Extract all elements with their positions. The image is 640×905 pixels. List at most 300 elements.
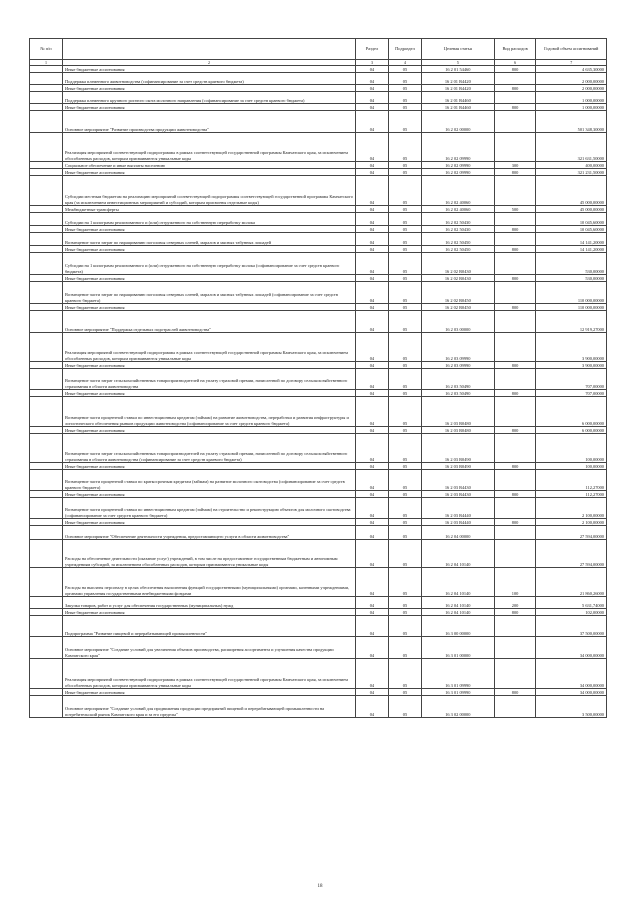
annual-amount: 34 000,00000 (536, 659, 607, 689)
table-body (30, 66, 607, 718)
row-number (30, 463, 63, 470)
column-number: 3 (355, 60, 388, 66)
razdel-code: 04 (355, 498, 388, 519)
expense-type-code: 800 (494, 519, 536, 526)
table-row (30, 434, 607, 463)
row-number (30, 362, 63, 369)
row-number (30, 470, 63, 491)
razdel-code: 04 (355, 176, 388, 206)
annual-amount: 3 900,00000 (536, 362, 607, 369)
podrazdel-code: 05 (388, 597, 421, 609)
podrazdel-code: 05 (388, 213, 421, 226)
target-article-code: 16 2 01 R4420 (421, 85, 494, 92)
annual-amount: 2 100,00000 (536, 519, 607, 526)
expense-type-code: 800 (494, 169, 536, 176)
expense-type-code: 800 (494, 463, 536, 470)
expense-name: Иные бюджетные ассигнования (63, 491, 356, 498)
table-row (30, 282, 607, 304)
expense-type-code: 800 (494, 246, 536, 253)
table-row (30, 390, 607, 397)
target-article-code: 16 2 02 50430 (421, 226, 494, 233)
row-number (30, 92, 63, 104)
expense-name: Иные бюджетные ассигнования (63, 427, 356, 434)
expense-type-code (494, 540, 536, 568)
podrazdel-code: 05 (388, 226, 421, 233)
expense-type-code: 100 (494, 568, 536, 597)
table-row (30, 246, 607, 253)
row-number (30, 498, 63, 519)
target-article-code: 16 2 03 50490 (421, 390, 494, 397)
annual-amount: 530,00000 (536, 253, 607, 275)
expense-type-code (494, 397, 536, 427)
table-row (30, 162, 607, 169)
target-article-code: 16 2 02 R0430 (421, 253, 494, 275)
table-row (30, 689, 607, 696)
target-article-code: 16 2 02 40060 (421, 206, 494, 213)
table-row (30, 397, 607, 427)
expense-name: Основное мероприятие "Создание условий для продвижения продукции предприятий пищевой и перерабатывающей промышленности на потребительский рынок Камчатского края и за его пределы" (63, 696, 356, 718)
column-number: 4 (388, 60, 421, 66)
table-row (30, 519, 607, 526)
row-number (30, 696, 63, 718)
target-article-code: 16 2 01 R4460 (421, 92, 494, 104)
razdel-code: 04 (355, 390, 388, 397)
podrazdel-code: 05 (388, 162, 421, 169)
row-number (30, 540, 63, 568)
annual-amount: 5 631,74000 (536, 597, 607, 609)
expense-type-code: 200 (494, 597, 536, 609)
podrazdel-code: 05 (388, 397, 421, 427)
razdel-code: 04 (355, 169, 388, 176)
target-article-code: 16 2 04 10140 (421, 597, 494, 609)
razdel-code: 04 (355, 85, 388, 92)
annual-amount: 110 000,00000 (536, 304, 607, 311)
table-row (30, 311, 607, 333)
expense-name: Субсидии на 1 килограмм реализованного и (или) отгруженного на собственную переработку молока (софинансирование за счет средств краевого бюджета) (63, 253, 356, 275)
razdel-code: 04 (355, 463, 388, 470)
table-row (30, 176, 607, 206)
podrazdel-code: 05 (388, 463, 421, 470)
podrazdel-code: 05 (388, 111, 421, 133)
table-row (30, 427, 607, 434)
expense-name: Основное мероприятие "Развитие производства продукции животноводства" (63, 111, 356, 133)
razdel-code: 04 (355, 226, 388, 233)
row-number (30, 333, 63, 362)
razdel-code: 04 (355, 609, 388, 616)
expense-name: Расходы на выплаты персоналу в целях обеспечения выполнения функций государственными (муниципальными) органами, казенными учреждениями, органами управления государственными внебюджетными фондами (63, 568, 356, 597)
expense-name: Иные бюджетные ассигнования (63, 104, 356, 111)
razdel-code: 04 (355, 616, 388, 637)
budget-table (29, 38, 607, 718)
target-article-code: 16 2 02 50450 (421, 246, 494, 253)
razdel-code: 04 (355, 689, 388, 696)
expense-type-code (494, 369, 536, 390)
podrazdel-code: 05 (388, 85, 421, 92)
annual-amount: 2 000,00000 (536, 73, 607, 85)
table-row (30, 362, 607, 369)
annual-amount: 707,00000 (536, 369, 607, 390)
row-number (30, 637, 63, 659)
target-article-code: 16 2 03 R4430 (421, 470, 494, 491)
annual-amount: 3 900,00000 (536, 333, 607, 362)
razdel-code: 04 (355, 362, 388, 369)
table-row (30, 568, 607, 597)
podrazdel-code: 05 (388, 390, 421, 397)
expense-name: Возмещение части затрат по наращиванию поголовья северных оленей, маралов и мясных табунных лошадей (софинансирование за счет средств краевого бюджета) (63, 282, 356, 304)
expense-type-code (494, 659, 536, 689)
expense-name: Поддержка племенного крупного рогатого скота молочного направления (софинансирование за счет средств краевого бюджета) (63, 92, 356, 104)
header-podrazdel: Подраздел (388, 39, 421, 60)
expense-type-code (494, 282, 536, 304)
table-row (30, 133, 607, 162)
expense-name: Расходы на обеспечение деятельности (оказание услуг) учреждений, в том числе на предоставление государственным бюджетным и автономным учреждениям субсидий, за исключением обособленных расходов, которым присваиваются уникальные коды (63, 540, 356, 568)
target-article-code: 16 3 01 09990 (421, 689, 494, 696)
razdel-code: 04 (355, 637, 388, 659)
row-number (30, 616, 63, 637)
razdel-code: 04 (355, 253, 388, 275)
column-number: 6 (494, 60, 536, 66)
razdel-code: 04 (355, 213, 388, 226)
razdel-code: 04 (355, 66, 388, 73)
target-article-code: 16 2 03 R0480 (421, 427, 494, 434)
expense-type-code (494, 637, 536, 659)
table-row (30, 463, 607, 470)
expense-type-code (494, 233, 536, 246)
table-row (30, 206, 607, 213)
podrazdel-code: 05 (388, 169, 421, 176)
expense-type-code (494, 696, 536, 718)
expense-name: Иные бюджетные ассигнования (63, 362, 356, 369)
row-number (30, 304, 63, 311)
expense-type-code: 800 (494, 104, 536, 111)
expense-type-code (494, 213, 536, 226)
razdel-code: 04 (355, 162, 388, 169)
podrazdel-code: 05 (388, 568, 421, 597)
annual-amount: 14 141,20000 (536, 233, 607, 246)
expense-name: Возмещение части процентной ставки по краткосрочным кредитам (займам) на развитие молочного скотоводства (софинансирование за счет средств краевого бюджета) (63, 470, 356, 491)
target-article-code: 16 2 03 09990 (421, 362, 494, 369)
annual-amount: 100,00000 (536, 434, 607, 463)
annual-amount: 530,00000 (536, 275, 607, 282)
expense-type-code (494, 470, 536, 491)
annual-amount: 37 500,00000 (536, 616, 607, 637)
row-number (30, 133, 63, 162)
razdel-code: 04 (355, 206, 388, 213)
column-number: 1 (30, 60, 63, 66)
column-number: 7 (536, 60, 607, 66)
annual-amount: 100,00000 (536, 463, 607, 470)
column-number: 2 (63, 60, 356, 66)
razdel-code: 04 (355, 470, 388, 491)
table-row (30, 659, 607, 689)
podrazdel-code: 05 (388, 696, 421, 718)
expense-name: Иные бюджетные ассигнования (63, 246, 356, 253)
target-article-code: 16 2 03 R0490 (421, 434, 494, 463)
razdel-code: 04 (355, 282, 388, 304)
table-row (30, 696, 607, 718)
table-row (30, 226, 607, 233)
target-article-code: 16 2 03 50490 (421, 369, 494, 390)
row-number (30, 491, 63, 498)
expense-type-code (494, 434, 536, 463)
expense-name: Иные бюджетные ассигнования (63, 85, 356, 92)
annual-amount: 110 000,00000 (536, 282, 607, 304)
row-number (30, 66, 63, 73)
annual-amount: 321 231,50000 (536, 169, 607, 176)
table-row (30, 275, 607, 282)
annual-amount: 3 500,00000 (536, 696, 607, 718)
annual-amount: 112,27000 (536, 491, 607, 498)
podrazdel-code: 05 (388, 66, 421, 73)
expense-type-code: 800 (494, 427, 536, 434)
podrazdel-code: 05 (388, 233, 421, 246)
table-row (30, 609, 607, 616)
annual-amount: 12 919,27000 (536, 311, 607, 333)
table-row (30, 66, 607, 73)
annual-amount: 10 045,60000 (536, 213, 607, 226)
razdel-code: 04 (355, 275, 388, 282)
target-article-code: 16 2 02 R0430 (421, 275, 494, 282)
target-article-code: 16 3 00 00000 (421, 616, 494, 637)
annual-amount: 27 594,00000 (536, 540, 607, 568)
target-article-code: 16 2 02 09990 (421, 133, 494, 162)
target-article-code: 16 2 04 10140 (421, 540, 494, 568)
razdel-code: 04 (355, 311, 388, 333)
podrazdel-code: 05 (388, 104, 421, 111)
razdel-code: 04 (355, 526, 388, 540)
expense-type-code: 800 (494, 362, 536, 369)
expense-name: Иные бюджетные ассигнования (63, 689, 356, 696)
razdel-code: 04 (355, 659, 388, 689)
expense-type-code (494, 253, 536, 275)
table-row (30, 304, 607, 311)
table-row (30, 491, 607, 498)
target-article-code: 16 2 02 R0450 (421, 304, 494, 311)
header-annual-amount: Годовой объем ассигнований (536, 39, 607, 60)
podrazdel-code: 05 (388, 176, 421, 206)
target-article-code: 16 2 02 09990 (421, 169, 494, 176)
expense-name: Возмещение части процентной ставки по инвестиционным кредитам (займам) на строительство и реконструкцию объектов для молочного скотоводства (софинансирование за счет средств краевого бюджета) (63, 498, 356, 519)
razdel-code: 04 (355, 597, 388, 609)
target-article-code: 16 2 03 00000 (421, 311, 494, 333)
row-number (30, 253, 63, 275)
expense-type-code: 300 (494, 162, 536, 169)
expense-name: Возмещение части затрат сельскохозяйственных товаропроизводителей на уплату страховой премии, начисленной по договору сельскохозяйственного страхования в области животноводства (63, 369, 356, 390)
row-number (30, 390, 63, 397)
expense-name: Иные бюджетные ассигнования (63, 169, 356, 176)
expense-type-code (494, 498, 536, 519)
expense-type-code: 800 (494, 390, 536, 397)
podrazdel-code: 05 (388, 133, 421, 162)
target-article-code: 16 3 02 00000 (421, 696, 494, 718)
podrazdel-code: 05 (388, 637, 421, 659)
razdel-code: 04 (355, 369, 388, 390)
expense-type-code (494, 92, 536, 104)
expense-type-code: 800 (494, 66, 536, 73)
expense-name: Возмещение части затрат сельскохозяйственных товаропроизводителей на уплату страховой премии, начисленной по договору сельскохозяйственного страхования в области животноводства (софинансирование за счет средств краевого бюджета) (63, 434, 356, 463)
target-article-code: 16 2 03 R0480 (421, 397, 494, 427)
expense-name: Субсидии местным бюджетам на реализацию мероприятий соответствующей подпрограммы соответствующей государственной программы Камчатского края (за исключением инвестиционных мероприятий и субсидий, которым присвоены отдельные коды) (63, 176, 356, 206)
podrazdel-code: 05 (388, 609, 421, 616)
podrazdel-code: 05 (388, 369, 421, 390)
table-row (30, 369, 607, 390)
podrazdel-code: 05 (388, 519, 421, 526)
expense-name: Иные бюджетные ассигнования (63, 519, 356, 526)
expense-type-code (494, 526, 536, 540)
annual-amount: 34 000,00000 (536, 689, 607, 696)
podrazdel-code: 05 (388, 616, 421, 637)
expense-type-code (494, 133, 536, 162)
page-number: 18 (317, 884, 323, 889)
annual-amount: 14 141,20000 (536, 246, 607, 253)
expense-name: Основное мероприятие "Создание условий для увеличения объемов производства, расширения ассортимента и улучшения качества продукции Камчатского края" (63, 637, 356, 659)
annual-amount: 321 631,50000 (536, 133, 607, 162)
razdel-code: 04 (355, 696, 388, 718)
header-num: № п/п (30, 39, 63, 60)
podrazdel-code: 05 (388, 304, 421, 311)
annual-amount: 2 000,00000 (536, 85, 607, 92)
table-row (30, 233, 607, 246)
razdel-code: 04 (355, 333, 388, 362)
table-row (30, 616, 607, 637)
podrazdel-code: 05 (388, 540, 421, 568)
annual-amount: 45 000,00000 (536, 206, 607, 213)
row-number (30, 282, 63, 304)
podrazdel-code: 05 (388, 253, 421, 275)
razdel-code: 04 (355, 427, 388, 434)
table-row (30, 526, 607, 540)
target-article-code: 16 3 01 00000 (421, 637, 494, 659)
razdel-code: 04 (355, 397, 388, 427)
razdel-code: 04 (355, 568, 388, 597)
expense-name: Социальное обеспечение и иные выплаты населению (63, 162, 356, 169)
row-number (30, 311, 63, 333)
expense-type-code: 500 (494, 206, 536, 213)
expense-name: Реализация мероприятий соответствующей подпрограммы в рамках соответствующей государственной программы Камчатского края, за исключением обособленных расходов, которым присваиваются уникальные коды (63, 133, 356, 162)
target-article-code: 16 2 03 R0490 (421, 463, 494, 470)
annual-amount: 112,27000 (536, 470, 607, 491)
expense-name: Иные бюджетные ассигнования (63, 226, 356, 233)
table-row (30, 637, 607, 659)
table-row (30, 73, 607, 85)
table-row (30, 104, 607, 111)
annual-amount: 1 000,00000 (536, 104, 607, 111)
target-article-code: 16 2 04 10140 (421, 609, 494, 616)
podrazdel-code: 05 (388, 311, 421, 333)
expense-type-code: 800 (494, 85, 536, 92)
podrazdel-code: 05 (388, 333, 421, 362)
row-number (30, 176, 63, 206)
row-number (30, 246, 63, 253)
row-number (30, 104, 63, 111)
target-article-code: 16 2 02 00000 (421, 111, 494, 133)
expense-name: Межбюджетные трансферты (63, 206, 356, 213)
expense-name: Иные бюджетные ассигнования (63, 463, 356, 470)
row-number (30, 369, 63, 390)
table-row (30, 498, 607, 519)
annual-amount: 1 000,00000 (536, 92, 607, 104)
target-article-code: 16 2 04 00000 (421, 526, 494, 540)
razdel-code: 04 (355, 111, 388, 133)
razdel-code: 04 (355, 491, 388, 498)
row-number (30, 519, 63, 526)
annual-amount: 707,00000 (536, 390, 607, 397)
podrazdel-code: 05 (388, 526, 421, 540)
table-row (30, 169, 607, 176)
razdel-code: 04 (355, 73, 388, 85)
row-number (30, 427, 63, 434)
expense-type-code (494, 176, 536, 206)
target-article-code: 16 2 02 40060 (421, 176, 494, 206)
row-number (30, 206, 63, 213)
razdel-code: 04 (355, 246, 388, 253)
podrazdel-code: 05 (388, 470, 421, 491)
podrazdel-code: 05 (388, 282, 421, 304)
razdel-code: 04 (355, 104, 388, 111)
podrazdel-code: 05 (388, 246, 421, 253)
table-row (30, 333, 607, 362)
target-article-code: 16 2 02 R0450 (421, 282, 494, 304)
expense-type-code (494, 73, 536, 85)
expense-name: Иные бюджетные ассигнования (63, 609, 356, 616)
table-header-row (30, 39, 607, 60)
expense-name: Возмещение части процентной ставки по инвестиционным кредитам (займам) на развитие животноводства, переработки и развития инфраструктуры и логистического обеспечения рынков продукции животноводства (софинансирование за счет средств краевого бюджета) (63, 397, 356, 427)
expense-name: Реализация мероприятий соответствующей подпрограммы в рамках соответствующей государственной программы Камчатского края, за исключением обособленных расходов, которым присваиваются уникальные коды (63, 659, 356, 689)
target-article-code: 16 2 04 10140 (421, 568, 494, 597)
table-row (30, 111, 607, 133)
annual-amount: 10 045,60000 (536, 226, 607, 233)
row-number (30, 169, 63, 176)
podrazdel-code: 05 (388, 498, 421, 519)
target-article-code: 16 2 03 R4440 (421, 519, 494, 526)
annual-amount: 4 635,30000 (536, 66, 607, 73)
annual-amount: 400,00000 (536, 162, 607, 169)
expense-name: Возмещение части затрат по наращиванию поголовья северных оленей, маралов и мясных табунных лошадей (63, 233, 356, 246)
expense-type-code: 800 (494, 275, 536, 282)
expense-type-code: 800 (494, 226, 536, 233)
podrazdel-code: 05 (388, 659, 421, 689)
expense-type-code (494, 311, 536, 333)
expense-name: Иные бюджетные ассигнования (63, 66, 356, 73)
column-number: 5 (421, 60, 494, 66)
annual-amount: 501 348,30000 (536, 111, 607, 133)
row-number (30, 597, 63, 609)
header-expense-type: Вид расходов (494, 39, 536, 60)
podrazdel-code: 05 (388, 206, 421, 213)
target-article-code: 16 2 03 09990 (421, 333, 494, 362)
target-article-code: 16 2 01 54460 (421, 66, 494, 73)
target-article-code: 16 2 02 50430 (421, 213, 494, 226)
annual-amount: 6 000,00000 (536, 397, 607, 427)
target-article-code: 16 2 01 R4420 (421, 73, 494, 85)
podrazdel-code: 05 (388, 362, 421, 369)
table-row (30, 85, 607, 92)
row-number (30, 85, 63, 92)
row-number (30, 434, 63, 463)
header-razdel: Раздел (355, 39, 388, 60)
row-number (30, 689, 63, 696)
expense-type-code: 800 (494, 609, 536, 616)
expense-name: Иные бюджетные ассигнования (63, 390, 356, 397)
row-number (30, 73, 63, 85)
row-number (30, 111, 63, 133)
expense-name: Иные бюджетные ассигнования (63, 304, 356, 311)
annual-amount: 27 594,00000 (536, 526, 607, 540)
podrazdel-code: 05 (388, 92, 421, 104)
expense-type-code: 800 (494, 491, 536, 498)
target-article-code: 16 2 01 R4460 (421, 104, 494, 111)
row-number (30, 526, 63, 540)
